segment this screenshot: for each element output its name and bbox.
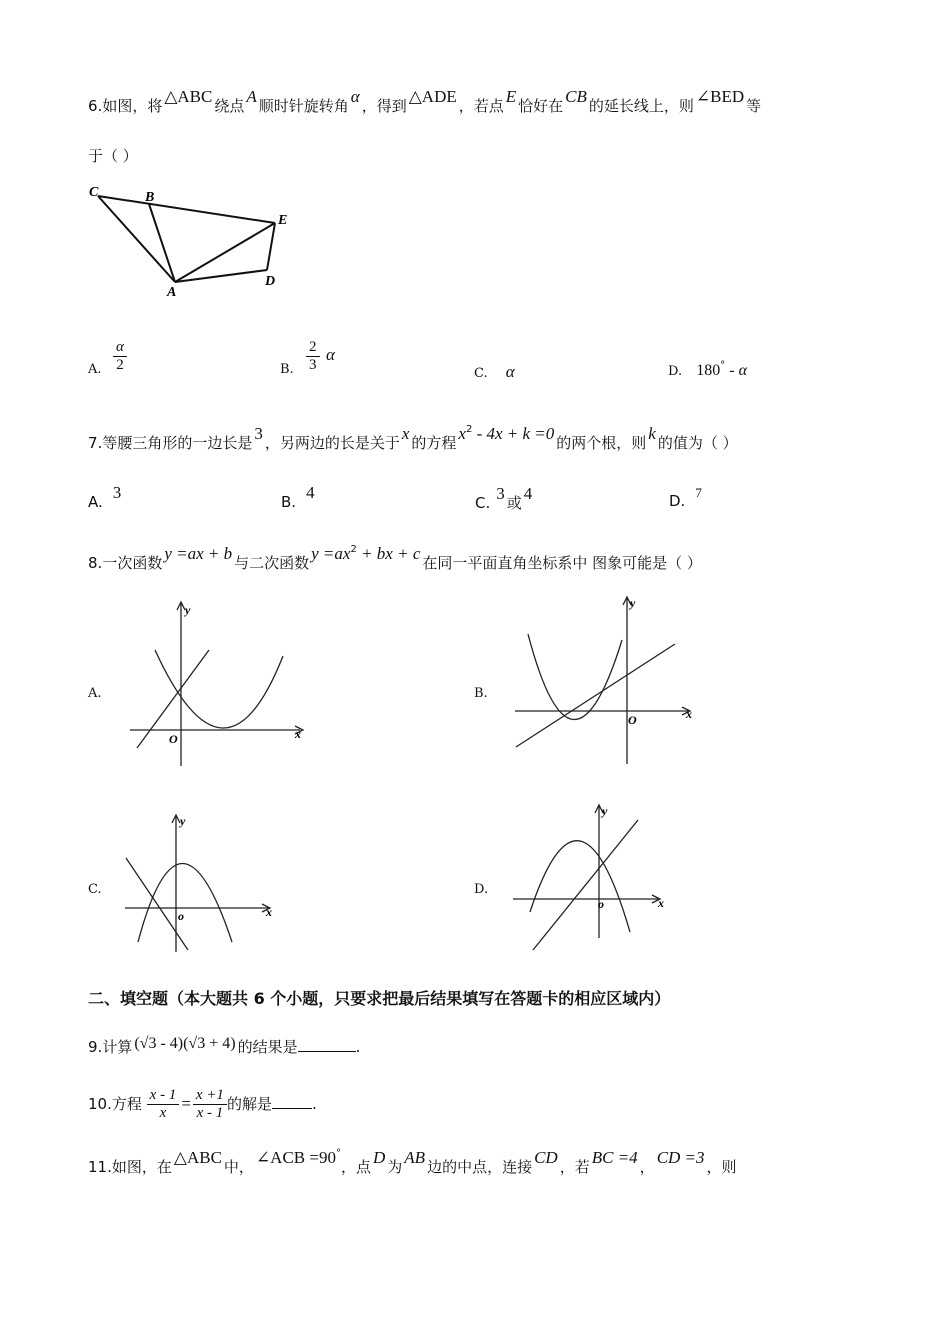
q6-math-alpha: α: [350, 87, 360, 106]
x-label: x: [658, 896, 664, 910]
q8-math-quadratic: + bx + c: [356, 544, 421, 563]
q7-math-x: x: [401, 424, 410, 443]
q11-text: 为: [387, 1158, 403, 1176]
q11-text: ，点: [340, 1158, 371, 1176]
degree-symbol: °: [720, 360, 726, 371]
q7-math-sup: 2: [465, 424, 473, 435]
option-label: C.: [474, 366, 488, 381]
q6-text: 于（ ）: [88, 147, 138, 165]
q11-math-d: D: [372, 1148, 386, 1167]
q8-math-quadratic: y =ax: [311, 544, 351, 563]
q6-label-d: D: [265, 274, 276, 289]
fraction-denominator: x: [159, 1105, 167, 1121]
origin-label: o: [598, 897, 604, 911]
parabola-graph: [138, 864, 232, 943]
q6-figure: [85, 180, 300, 300]
q7-option-b: [281, 483, 317, 512]
q11-text: ，若: [559, 1158, 590, 1176]
q6-option-b: [280, 362, 294, 377]
q7-option-c-value2: 4: [523, 484, 533, 503]
q11-math-abc: △ABC: [173, 1148, 222, 1167]
x-label: x: [295, 727, 301, 741]
q7-text: 的值为（ ）: [657, 434, 738, 452]
q6-label-c: C: [89, 185, 99, 200]
q6-option-c: [474, 362, 515, 382]
q6-option-a: [88, 362, 102, 377]
q8-option-d-label: D.: [474, 882, 489, 897]
q11-math-bc: BC =4: [591, 1148, 638, 1167]
q7-option-c-or: 或: [506, 494, 522, 512]
q6-math-a: A: [246, 87, 257, 106]
q8-option-a-label: A.: [88, 686, 102, 701]
q7-text: 的两个根，则: [556, 434, 647, 452]
section-heading: 二、填空题（本大题共 6 个小题，只要求把最后结果填写在答题卡的相应区域内）: [88, 989, 671, 1008]
q8-math-linear: y =ax + b: [164, 544, 233, 563]
q8-text: 在同一平面直角坐标系中 图象可能是（ ）: [422, 554, 702, 572]
option-label: A.: [88, 493, 103, 511]
y-label: y: [180, 814, 186, 828]
q9-text: .: [355, 1038, 361, 1056]
x-label: x: [266, 905, 272, 919]
option-label: B.: [280, 362, 294, 377]
fraction-numerator: α: [113, 339, 127, 357]
q6-math-ade: △ADE: [408, 87, 457, 106]
q8-graph-c: [120, 810, 285, 960]
q7-option-a-value: 3: [112, 483, 122, 502]
q6-text: 的延长线上，则: [588, 97, 694, 115]
option-label: B.: [281, 493, 297, 511]
q6-math-bed: ∠BED: [695, 87, 745, 106]
parabola-graph: [528, 634, 622, 720]
q11-text: ，: [639, 1158, 655, 1176]
q6-text: 绕点: [214, 97, 245, 115]
parabola-graph: [530, 841, 630, 932]
q10-fraction-left: [147, 1087, 180, 1122]
line-graph: [516, 644, 675, 747]
q6-math-e: E: [505, 87, 517, 106]
q6-option-d: [668, 362, 747, 380]
q8-number: 8.: [88, 554, 103, 572]
q10-line: [88, 1084, 317, 1124]
q7-text: ，另两边的长是关于: [264, 434, 400, 452]
q6-segment-ba: [149, 204, 175, 282]
q11-math-cd: CD: [534, 1148, 558, 1167]
q7-math-eq: - 4x + k =0: [472, 424, 555, 443]
q7-option-d-value: 7: [695, 485, 702, 500]
q11-number: 11.: [88, 1158, 112, 1176]
q11-text: 中，: [223, 1158, 254, 1176]
q10-answer-blank[interactable]: [272, 1094, 312, 1109]
q7-text: 的方程: [411, 434, 457, 452]
q10-number: 10.: [88, 1095, 112, 1113]
y-label: y: [602, 804, 608, 818]
q11-math-angle: ∠ACB =90: [255, 1148, 336, 1167]
q9-answer-blank[interactable]: [298, 1037, 356, 1052]
q10-text: 的解是: [226, 1095, 272, 1113]
origin-label: O: [169, 732, 178, 746]
q6-math-cb: CB: [565, 87, 587, 106]
q6-segment-ca: [98, 196, 175, 282]
q6-line2: [88, 145, 138, 166]
q11-line: [88, 1148, 737, 1177]
option-label: D.: [668, 364, 683, 379]
fraction-numerator: x +1: [193, 1087, 227, 1105]
q8-graph-b: [510, 592, 700, 772]
q6-option-d-value: 180: [696, 362, 721, 379]
line-graph: [533, 820, 638, 950]
q9-text: 计算: [102, 1038, 133, 1056]
y-label: y: [630, 596, 636, 610]
parabola-graph: [155, 650, 283, 728]
q6-label-b: B: [145, 190, 155, 205]
q8-option-b-label: B.: [474, 686, 488, 701]
q6-option-d-tail: - α: [725, 362, 747, 379]
q10-text: .: [311, 1095, 317, 1113]
origin-label: O: [628, 713, 637, 727]
q11-math-ab: AB: [404, 1148, 426, 1167]
q9-math-expression: (√3 - 4)(√3 + 4): [134, 1035, 236, 1052]
fraction-numerator: 2: [306, 339, 320, 357]
x-label: x: [686, 707, 692, 721]
line-graph: [126, 858, 188, 950]
fraction-denominator: 2: [116, 357, 124, 373]
q6-segment-ad: [175, 270, 267, 282]
fraction-denominator: x - 1: [196, 1105, 224, 1121]
q8-line: [88, 544, 702, 573]
q6-option-c-value: α: [505, 362, 515, 381]
q6-segment-ae: [175, 223, 275, 282]
q7-math-3: 3: [254, 424, 263, 443]
q6-option-b-fraction: [306, 339, 320, 374]
q11-text: ，则: [706, 1158, 737, 1176]
degree-symbol: °: [335, 1148, 341, 1159]
q6-number: 6.: [88, 97, 103, 115]
q8-text: 与二次函数: [234, 554, 310, 572]
q9-number: 9.: [88, 1038, 103, 1056]
q6-text: ，得到: [361, 97, 407, 115]
q6-label-a: A: [167, 285, 177, 300]
fraction-numerator: x - 1: [147, 1087, 180, 1105]
q8-option-c-label: C.: [88, 882, 102, 897]
option-label: D.: [669, 492, 686, 510]
origin-label: o: [178, 909, 184, 923]
fraction-denominator: 3: [309, 357, 317, 373]
q6-text: 恰好在: [518, 97, 564, 115]
q7-option-c-value1: 3: [496, 484, 505, 503]
q6-text: 顺时针旋转角: [258, 97, 349, 115]
q9-text: 的结果是: [237, 1038, 298, 1056]
q7-option-b-value: 4: [306, 483, 315, 502]
q8-math-sup: 2: [350, 544, 357, 555]
q7-math-k: k: [648, 424, 656, 443]
y-label: y: [185, 603, 191, 617]
q11-math-cd3: CD =3: [656, 1148, 705, 1167]
q8-graph-d: [508, 800, 678, 955]
q6-option-a-fraction: [113, 339, 127, 374]
q7-option-c: [475, 484, 534, 513]
q11-text: 边的中点，连接: [427, 1158, 533, 1176]
option-label: C.: [475, 494, 491, 512]
q10-equals: =: [181, 1094, 191, 1113]
q7-option-a: [88, 483, 123, 512]
option-label: A.: [88, 362, 102, 377]
q11-text: 如图，在: [111, 1158, 172, 1176]
q6-option-b-alpha: α: [326, 345, 335, 364]
q6-text: 等: [746, 97, 762, 115]
q6-math-abc: △ABC: [164, 87, 213, 106]
q8-text: 一次函数: [102, 554, 163, 572]
q7-line: [88, 424, 738, 453]
q6-line1: [88, 87, 762, 116]
q7-option-d: [669, 485, 704, 510]
q7-text: 等腰三角形的一边长是: [102, 434, 253, 452]
q6-segment-de: [267, 223, 275, 270]
q7-number: 7.: [88, 434, 103, 452]
q6-text: 如图，将: [102, 97, 163, 115]
q6-label-e: E: [278, 213, 288, 228]
q7-math-eq: x: [458, 424, 466, 443]
q10-text: 方程: [111, 1095, 142, 1113]
q9-line: [88, 1036, 360, 1057]
q6-segment-cbe: [98, 196, 275, 223]
q10-fraction-right: [193, 1087, 227, 1122]
q8-graph-a: [125, 598, 315, 773]
q6-text: ，若点: [458, 97, 504, 115]
